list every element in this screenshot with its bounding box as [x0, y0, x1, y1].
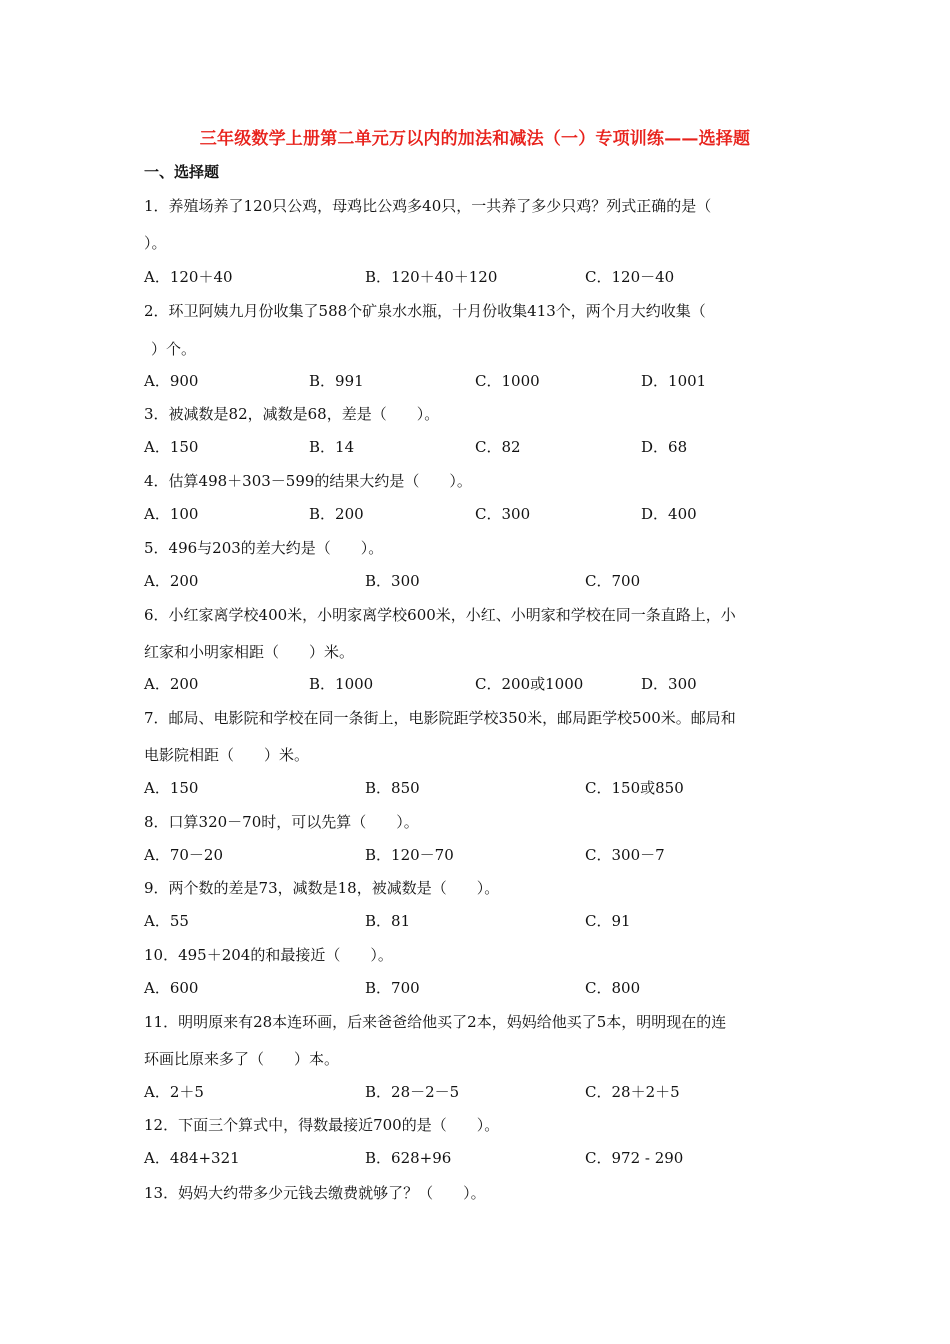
question-6-option: C．200或1000 — [475, 675, 584, 693]
question-9-text: 9．两个数的差是73，减数是18，被减数是（ ）。 — [144, 879, 500, 897]
question-1-option: A．120＋40 — [144, 268, 233, 286]
question-7-text: 7．邮局、电影院和学校在同一条街上，电影院距学校350米，邮局距学校500米。邮局和 — [144, 709, 736, 727]
question-8-text: 8．口算320－70时，可以先算（ ）。 — [144, 813, 419, 831]
question-12-text: 12．下面三个算式中，得数最接近700的是（ ）。 — [144, 1116, 500, 1134]
question-3-option: B．14 — [309, 438, 355, 456]
question-10-option: B．700 — [365, 979, 420, 997]
page-title: 三年级数学上册第二单元万以内的加法和减法（一）专项训练——选择题 — [199, 129, 751, 149]
question-2-option: C．1000 — [475, 372, 540, 390]
question-6-option: D．300 — [641, 675, 697, 693]
question-8-option: A．70－20 — [144, 846, 224, 864]
question-1-option: B．120＋40＋120 — [365, 268, 498, 286]
question-9-option: B．81 — [365, 912, 411, 930]
question-8-option: C．300－7 — [585, 846, 665, 864]
question-12-option: A．484+321 — [144, 1149, 240, 1167]
question-3-text: 3．被减数是82，减数是68，差是（ ）。 — [144, 405, 440, 423]
question-4-option: B．200 — [309, 505, 364, 523]
section-heading: 一、选择题 — [144, 163, 220, 181]
question-10-option: A．600 — [144, 979, 199, 997]
question-6-option: A．200 — [144, 675, 199, 693]
question-4-option: C．300 — [475, 505, 531, 523]
question-2-text: ）个。 — [151, 340, 197, 358]
question-10-text: 10．495＋204的和最接近（ ）。 — [144, 946, 393, 964]
question-3-option: C．82 — [475, 438, 521, 456]
question-5-option: B．300 — [365, 572, 420, 590]
question-2-option: D．1001 — [641, 372, 707, 390]
question-7-option: C．150或850 — [585, 779, 684, 797]
question-11-text: 环画比原来多了（ ）本。 — [144, 1050, 340, 1068]
question-4-option: A．100 — [144, 505, 199, 523]
question-13-text: 13．妈妈大约带多少元钱去缴费就够了？（ ）。 — [144, 1184, 486, 1202]
question-4-option: D．400 — [641, 505, 697, 523]
question-5-option: C．700 — [585, 572, 641, 590]
question-3-option: D．68 — [641, 438, 688, 456]
question-12-option: B．628+96 — [365, 1149, 452, 1167]
question-7-option: B．850 — [365, 779, 420, 797]
question-11-option: C．28＋2＋5 — [585, 1083, 680, 1101]
question-4-text: 4．估算498＋303－599的结果大约是（ ）。 — [144, 472, 472, 490]
question-5-option: A．200 — [144, 572, 199, 590]
question-2-text: 2．环卫阿姨九月份收集了588个矿泉水水瓶，十月份收集413个，两个月大约收集（ — [144, 302, 706, 320]
question-1-option: C．120－40 — [585, 268, 675, 286]
question-10-option: C．800 — [585, 979, 641, 997]
question-6-option: B．1000 — [309, 675, 374, 693]
question-1-text: 1．养殖场养了120只公鸡，母鸡比公鸡多40只，一共养了多少只鸡？列式正确的是（ — [144, 197, 712, 215]
question-2-option: B．991 — [309, 372, 364, 390]
question-5-text: 5．496与203的差大约是（ ）。 — [144, 539, 384, 557]
question-8-option: B．120－70 — [365, 846, 454, 864]
question-6-text: 红家和小明家相距（ ）米。 — [144, 643, 355, 661]
question-1-text: ）。 — [144, 234, 167, 252]
question-7-option: A．150 — [144, 779, 199, 797]
question-9-option: A．55 — [144, 912, 189, 930]
question-7-text: 电影院相距（ ）米。 — [144, 746, 310, 764]
question-12-option: C．972 - 290 — [585, 1149, 684, 1167]
question-11-option: B．28－2－5 — [365, 1083, 460, 1101]
question-2-option: A．900 — [144, 372, 199, 390]
question-3-option: A．150 — [144, 438, 199, 456]
question-6-text: 6．小红家离学校400米，小明家离学校600米，小红、小明家和学校在同一条直路上，小 — [144, 606, 736, 624]
question-11-text: 11．明明原来有28本连环画，后来爸爸给他买了2本，妈妈给他买了5本，明明现在的连 — [144, 1013, 727, 1031]
question-11-option: A．2＋5 — [144, 1083, 204, 1101]
question-9-option: C．91 — [585, 912, 631, 930]
